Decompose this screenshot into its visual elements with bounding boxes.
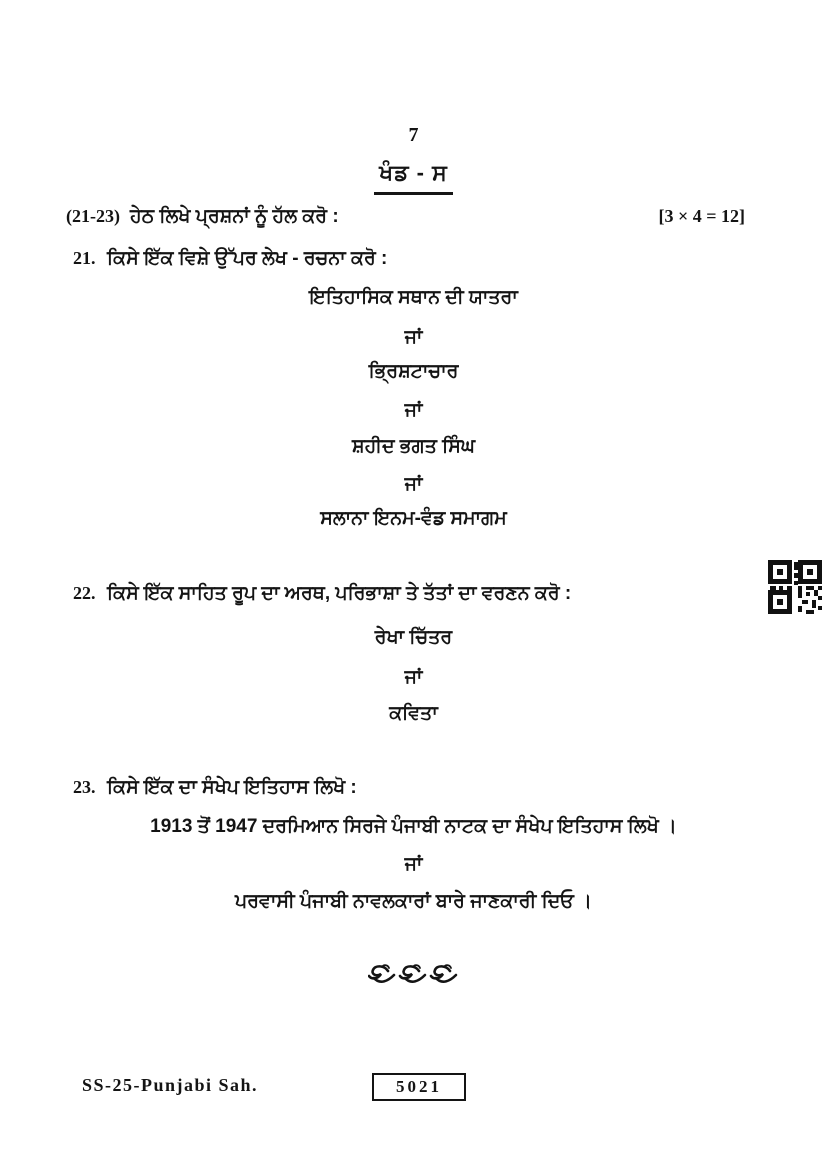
instruction-text: ਹੇਠ ਲਿਖੇ ਪ੍ਰਸ਼ਨਾਂ ਨੂੰ ਹੱਲ ਕਰੋ : xyxy=(129,206,339,227)
or-separator: ਜਾਂ xyxy=(404,327,423,348)
question-21-number: 21. xyxy=(73,248,96,268)
essay-topic: ਸ਼ਹੀਦ ਭਗਤ ਸਿੰਘ xyxy=(351,436,476,457)
section-heading: ਖੰਡ - ਸ xyxy=(374,160,452,195)
or-separator: ਜਾਂ xyxy=(404,667,423,688)
marks-scheme: [3 × 4 = 12] xyxy=(658,206,745,226)
or-separator: ਜਾਂ xyxy=(404,400,423,421)
or-separator: ਜਾਂ xyxy=(404,474,423,495)
essay-topic: ਇਤਿਹਾਸਿਕ ਸਥਾਨ ਦੀ ਯਾਤਰਾ xyxy=(309,287,518,308)
literary-form-option: ਰੇਖਾ ਚਿੱਤਰ xyxy=(374,627,453,648)
flourish-ornament xyxy=(0,963,827,989)
question-23-number: 23. xyxy=(73,777,96,797)
question-22-number: 22. xyxy=(73,583,96,603)
question-22 xyxy=(73,581,745,608)
or-separator: ਜਾਂ xyxy=(404,854,423,875)
essay-topic: ਭ੍ਰਿਸ਼ਟਾਚਾਰ xyxy=(368,361,459,382)
section-heading-wrap xyxy=(0,160,827,195)
instruction-row xyxy=(66,206,745,228)
essay-topic: ਸਲਾਨਾ ਇਨਮ-ਵੰਡ ਸਮਾਗਮ xyxy=(320,508,507,529)
history-option: ਪਰਵਾਸੀ ਪੰਜਾਬੀ ਨਾਵਲਕਾਰਾਂ ਬਾਰੇ ਜਾਣਕਾਰੀ ਦਿਓ । xyxy=(235,891,592,912)
paper-number-box: 5021 xyxy=(372,1073,466,1101)
question-22-text: ਕਿਸੇ ਇੱਕ ਸਾਹਿਤ ਰੂਪ ਦਾ ਅਰਥ, ਪਰਿਭਾਸ਼ਾ ਤੇ ਤੱਤਾਂ ਦਾ ਵਰਣਨ ਕਰੋ : xyxy=(107,583,572,604)
history-option: 1913 ਤੋਂ 1947 ਦਰਮਿਆਨ ਸਿਰਜੇ ਪੰਜਾਬੀ ਨਾਟਕ ਦਾ ਸੰਖੇਪ ਇਤਿਹਾਸ ਲਿਖੋ । xyxy=(150,816,677,837)
qr-code xyxy=(767,559,823,615)
question-23 xyxy=(73,775,745,802)
page-number: 7 xyxy=(408,124,419,146)
literary-form-option: ਕਵਿਤਾ xyxy=(389,703,438,724)
question-range: (21-23) xyxy=(66,206,120,226)
question-21-text: ਕਿਸੇ ਇੱਕ ਵਿਸ਼ੇ ਉੱਪਰ ਲੇਖ - ਰਚਨਾ ਕਰੋ : xyxy=(107,248,388,269)
question-23-text: ਕਿਸੇ ਇੱਕ ਦਾ ਸੰਖੇਪ ਇਤਿਹਾਸ ਲਿਖੋ : xyxy=(107,777,357,798)
instruction-left xyxy=(66,206,339,228)
paper-code: SS-25-Punjabi Sah. xyxy=(82,1075,259,1095)
question-21 xyxy=(73,246,745,273)
